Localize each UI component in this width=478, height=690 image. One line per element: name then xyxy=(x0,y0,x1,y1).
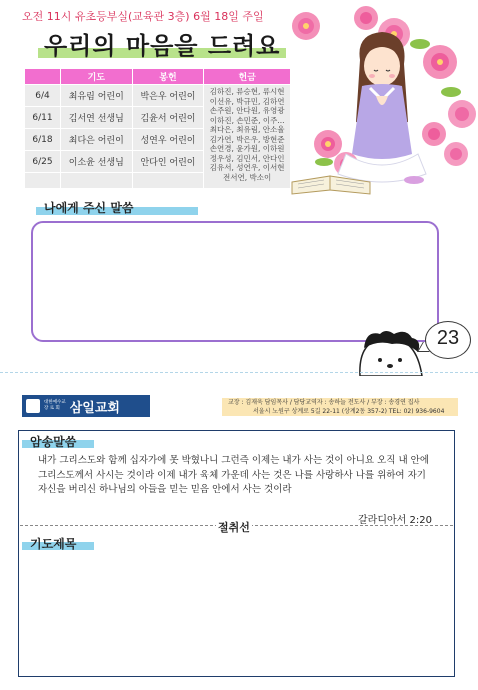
verse-reference: 갈라디아서 2:20 xyxy=(358,515,432,526)
row-offering: 안다인 어린이 xyxy=(132,151,204,173)
memory-verse-label: 암송말씀 xyxy=(30,435,77,449)
cross-icon xyxy=(26,399,40,413)
header-offering: 봉헌 xyxy=(132,69,204,85)
divider-line xyxy=(0,372,478,373)
row-date: 6/11 xyxy=(25,107,61,129)
row-date: 6/18 xyxy=(25,129,61,151)
row-offering: 김윤서 어린이 xyxy=(132,107,204,129)
row-date: 6/4 xyxy=(25,85,61,107)
header-donation: 헌금 xyxy=(204,69,291,85)
table-row xyxy=(25,85,291,107)
church-name: 삼일교회 xyxy=(69,400,120,416)
word-section-label: 나에게 주신 말씀 xyxy=(44,201,134,215)
row-offering: 성연우 어린이 xyxy=(132,129,204,151)
word-notes-box xyxy=(31,221,439,342)
praying-girl-illustration xyxy=(286,4,478,199)
cut-line-label: 절취선 xyxy=(218,521,250,534)
denomination-line1: 대한예수교 xyxy=(44,400,66,405)
girl-figure xyxy=(338,32,426,184)
row-prayer: 최유림 어린이 xyxy=(60,85,132,107)
row-date: 6/25 xyxy=(25,151,61,173)
table-header-row xyxy=(25,69,291,85)
denomination-line2: 장 로 회 xyxy=(44,406,60,411)
church-address: 서울시 노원구 상계로 5길 22-11 (상계2동 357-2) TEL: 02) 936-9604 xyxy=(253,408,445,415)
main-title-block xyxy=(30,26,290,60)
service-schedule-table xyxy=(24,68,291,189)
donor-list: 김하진, 류승현, 류시현 이선유, 박규민, 김하연 손주원, 안다원, 유영광 이하진, 손민준, 이주... 최다은, 최유림, 안소율 김가연, 박은우, 방현준 손연경, 윤가원, 이하원 정우성, 김민서, 안다인 김유서, 성연우, 이서현 전서연, 박소이 xyxy=(204,85,291,189)
church-staff: 교장 : 김재욱 담임목사 / 담당교역자 : 송하늘 전도사 / 부장 : 송경연 집사 xyxy=(228,399,420,406)
church-logo xyxy=(22,395,150,417)
row-prayer: 김서연 선생님 xyxy=(60,107,132,129)
page-title: 우리의 마음을 드려요 xyxy=(44,32,281,60)
worship-info: 오전 11시 유초등부실(교육관 3층) 6월 18일 주일 xyxy=(22,10,264,23)
row-prayer: 최다은 어린이 xyxy=(60,129,132,151)
row-prayer: 이소윤 선생님 xyxy=(60,151,132,173)
prayer-topics-label: 기도제목 xyxy=(30,537,77,551)
row-offering: 박은우 어린이 xyxy=(132,85,204,107)
header-date xyxy=(25,69,61,85)
issue-number: 23 xyxy=(436,327,460,349)
header-prayer: 기도 xyxy=(60,69,132,85)
memory-verse-text: 내가 그리스도와 함께 십자가에 못 박혔나니 그런즉 이제는 내가 사는 것이 아니요 오직 내 안에 그리스도께서 사시는 것이라 이제 내가 육체 가운데 사는 것은 나를 사랑하사 나를 위하여 자기 자신을 버리신 하나님의 아들을 믿는 믿음 안에서 사는 것이라 xyxy=(38,455,430,495)
